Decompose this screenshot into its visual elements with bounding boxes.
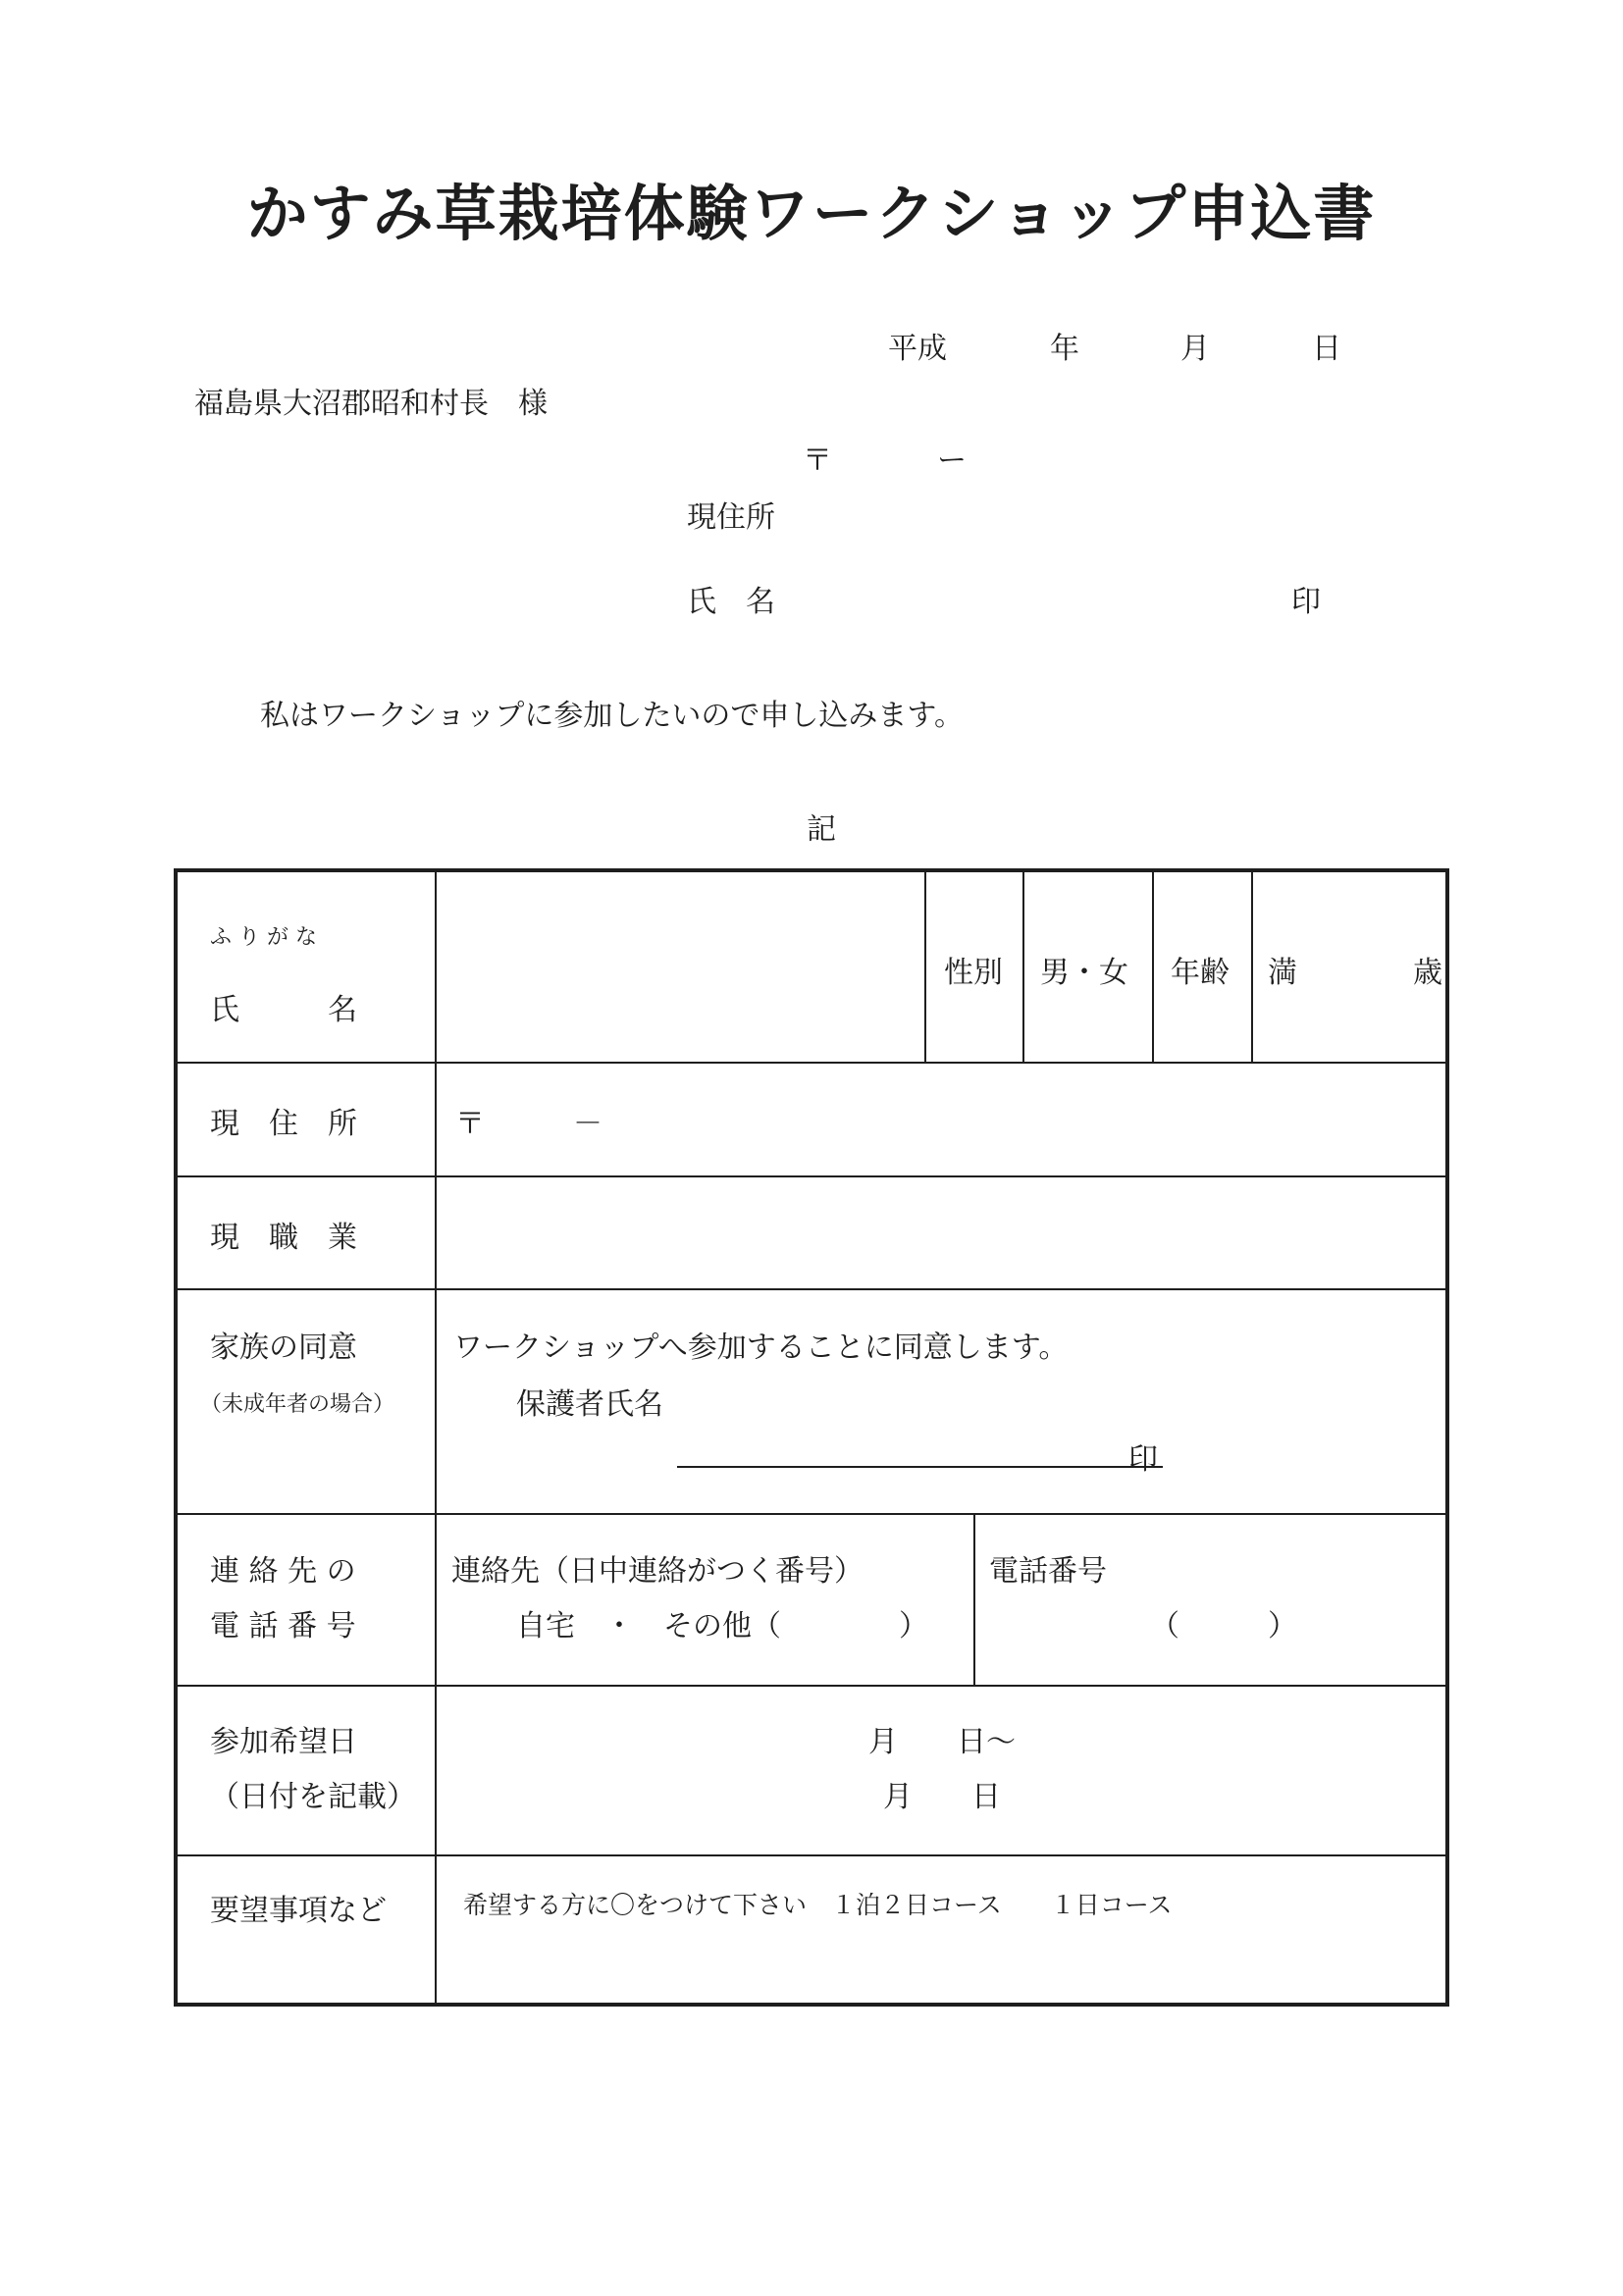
date-year: 年 — [1050, 332, 1079, 366]
request-label: 要望事項など — [210, 1894, 387, 1928]
request-text: 希望する方に〇をつけて下さい １泊２日コース １日コース — [463, 1891, 1173, 1919]
date-label-1: 参加希望日 — [210, 1725, 357, 1759]
guardian-label: 保護者氏名 — [516, 1387, 663, 1422]
consent-label: 家族の同意 — [210, 1331, 357, 1365]
row-divider — [176, 1513, 1447, 1515]
applicant-postal-mark: 〒 — [803, 444, 832, 478]
name-label: 氏 名 — [210, 993, 357, 1027]
contact-label-1: 連 絡 先 の — [210, 1554, 356, 1589]
age-divider — [1251, 870, 1253, 1063]
row-divider — [176, 1854, 1447, 1856]
furigana-label: ふ り が な — [210, 925, 317, 950]
occupation-input-area[interactable] — [438, 1178, 1446, 1286]
gender-divider — [1022, 870, 1024, 1063]
applicant-address-label: 現住所 — [687, 500, 775, 535]
guardian-seal: 印 — [1128, 1442, 1158, 1477]
date-era: 平成 — [888, 332, 947, 366]
contact-label-2: 電 話 番 号 — [210, 1609, 356, 1644]
guardian-signature-line[interactable] — [677, 1466, 1163, 1468]
date-label-2: （日付を記載） — [210, 1780, 416, 1814]
phone-parentheses[interactable]: （ ） — [1150, 1609, 1297, 1644]
applicant-seal: 印 — [1291, 585, 1321, 619]
age-label: 年齢 — [1171, 956, 1230, 990]
row-divider — [176, 1288, 1447, 1290]
row-divider — [176, 1685, 1447, 1687]
request-input-area[interactable] — [438, 1938, 1446, 2003]
gender-value[interactable]: 男・女 — [1040, 956, 1128, 990]
ki-heading: 記 — [807, 812, 836, 847]
age-suffix: 歳 — [1413, 956, 1442, 990]
page-title: かすみ草栽培体験ワークショップ申込書 — [246, 178, 1377, 249]
applicant-name-label: 氏 名 — [687, 585, 775, 619]
occupation-label: 現 職 業 — [210, 1221, 357, 1255]
statement: 私はワークショップに参加したいので申し込みます。 — [260, 699, 964, 733]
applicant-postal-dash: ー — [937, 444, 967, 478]
date-line-1[interactable]: 月 日～ — [868, 1725, 1016, 1759]
contact-description: 連絡先（日中連絡がつく番号） — [451, 1554, 864, 1589]
row-divider — [176, 1175, 1447, 1177]
row-divider — [176, 1062, 1447, 1064]
address-label: 現 住 所 — [210, 1107, 357, 1141]
consent-sub-label: （未成年者の場合） — [200, 1392, 395, 1417]
name-input-area[interactable] — [438, 873, 922, 1060]
consent-text: ワークショップへ参加することに同意します。 — [453, 1331, 1069, 1365]
gender-age-divider — [1152, 870, 1154, 1063]
date-line-2[interactable]: 月 日 — [883, 1780, 1001, 1814]
age-prefix: 満 — [1268, 956, 1297, 990]
date-month: 月 — [1180, 332, 1210, 366]
phone-label: 電話番号 — [989, 1554, 1107, 1589]
label-column-divider — [435, 870, 437, 2005]
contact-options[interactable]: 自宅 ・ その他（ ） — [516, 1609, 928, 1644]
recipient: 福島県大沼郡昭和村長 様 — [194, 387, 548, 421]
address-postal[interactable]: 〒 － — [455, 1107, 602, 1141]
contact-divider — [973, 1513, 975, 1686]
date-day: 日 — [1312, 332, 1341, 366]
gender-label: 性別 — [944, 956, 1003, 990]
name-gender-divider — [924, 870, 926, 1063]
